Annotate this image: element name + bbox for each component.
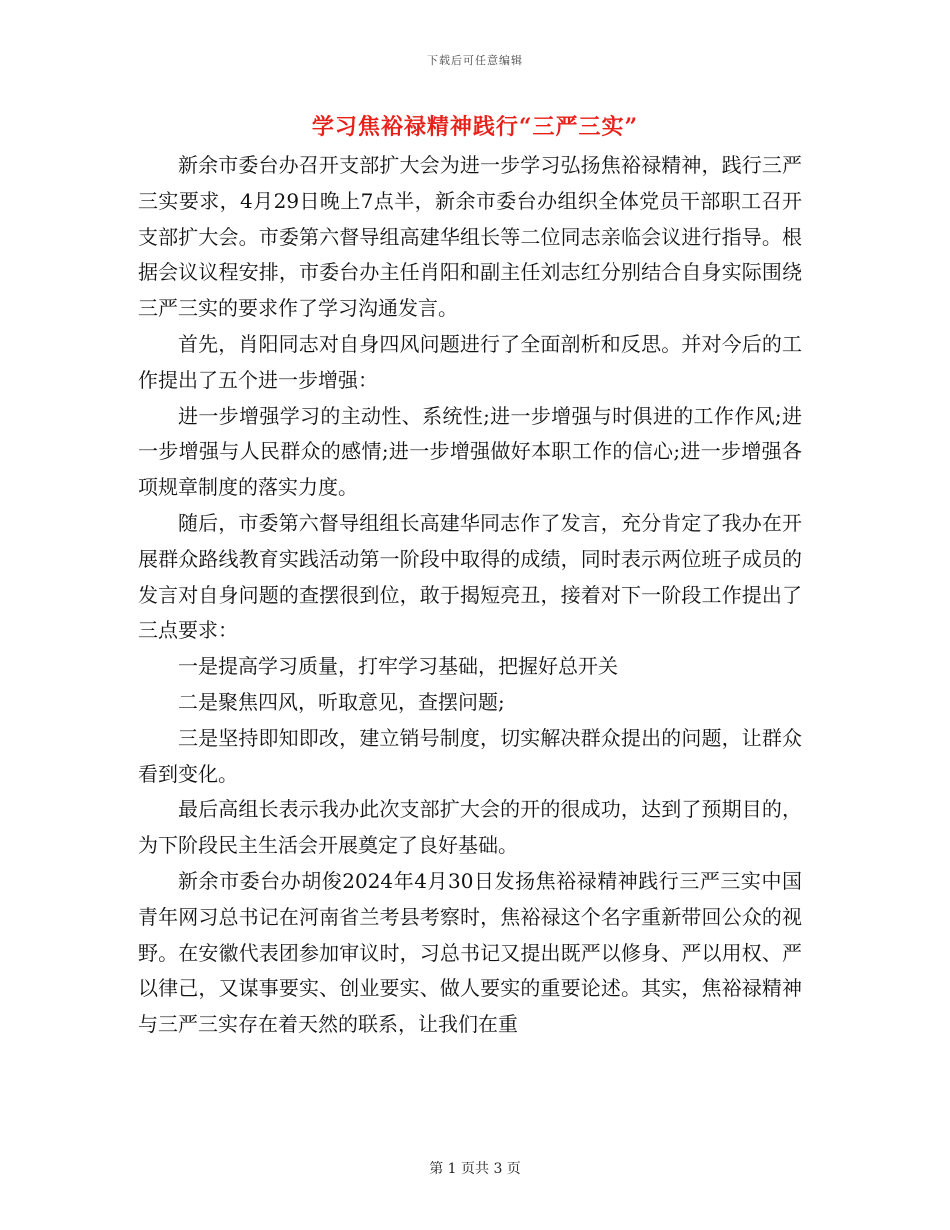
paragraph: 最后高组长表示我办此次支部扩大会的开的很成功，达到了预期目的，为下阶段民主生活会开展奠定了良好基础。 <box>138 797 802 858</box>
paragraph: 三是坚持即知即改，建立销号制度，切实解决群众提出的问题，让群众看到变化。 <box>138 725 802 786</box>
paragraph: 新余市委台办召开支部扩大会为进一步学习弘扬焦裕禄精神，践行三严三实要求，4月29日晚上7点半，新余市委台办组织全体党员干部职工召开支部扩大会。市委第六督导组高建华组长等二位同志亲临会议进行指导。根据会议议程安排，市委台办主任肖阳和副主任刘志红分别结合自身实际围绕三严三实的要求作了学习沟通发言。 <box>138 153 802 321</box>
paragraph: 一是提高学习质量，打牢学习基础，把握好总开关 <box>178 654 618 679</box>
paragraph: 新余市委台办胡俊2024年4月30日发扬焦裕禄精神践行三严三实中国青年网习总书记在河南省兰考县考察时，焦裕禄这个名字重新带回公众的视野。在安徽代表团参加审议时，习总书记又提出既严以修身、严以用权、严以律己，又谋事要实、创业要实、做人要实的重要论述。其实，焦裕禄精神与三严三实存在着天然的联系，让我们在重 <box>138 868 802 1037</box>
document-title: 学习焦裕禄精神践行“三严三实” <box>311 114 639 140</box>
paragraph: 进一步增强学习的主动性、系统性;进一步增强与时俱进的工作作风;进一步增强与人民群众的感情;进一步增强做好本职工作的信心;进一步增强各项规章制度的落实力度。 <box>138 403 802 500</box>
paragraph: 随后，市委第六督导组组长高建华同志作了发言，充分肯定了我办在开展群众路线教育实践活动第一阶段中取得的成绩，同时表示两位班子成员的发言对自身问题的查摆很到位，敢于揭短亮丑，接着对下一阶段工作提出了三点要求： <box>138 510 802 643</box>
paragraph: 首先，肖阳同志对自身四风问题进行了全面剖析和反思。并对今后的工作提出了五个进一步增强： <box>138 331 802 392</box>
document-body <box>138 148 802 1043</box>
paragraph: 二是聚焦四风，听取意见，查摆问题; <box>178 689 505 714</box>
page-header-note: 下载后可任意编辑 <box>427 54 523 67</box>
page-number: 第 1 页共 3 页 <box>429 1161 521 1177</box>
